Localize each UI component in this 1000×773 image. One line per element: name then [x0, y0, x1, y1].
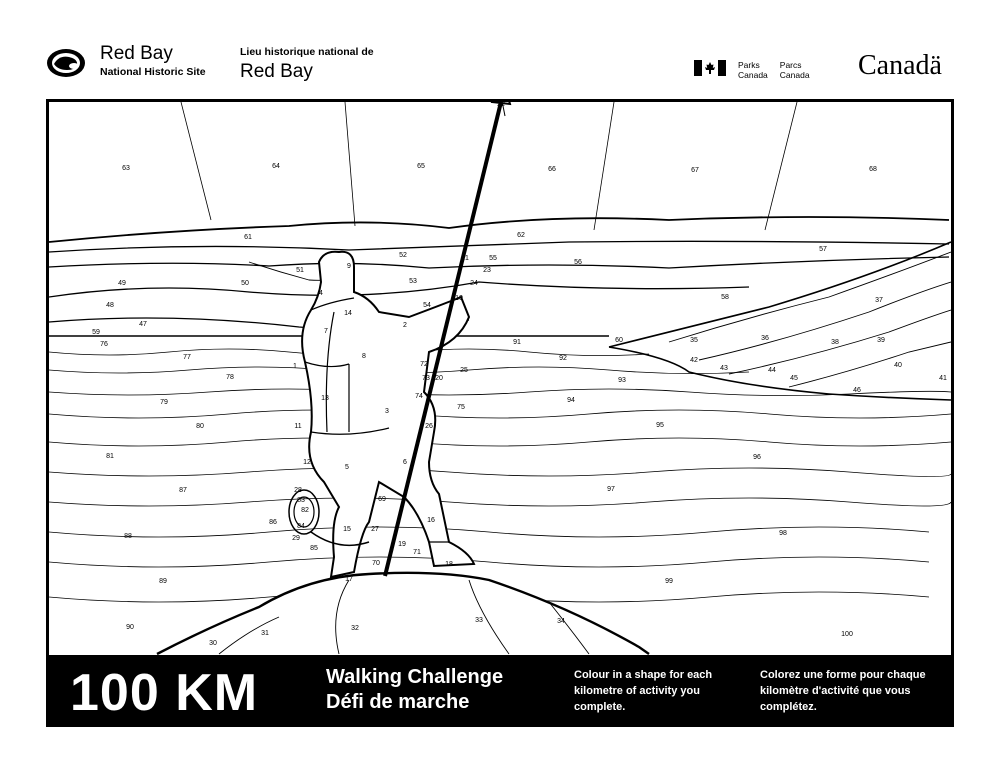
- shape-number-94: 94: [567, 397, 575, 404]
- challenge-banner: [46, 655, 954, 727]
- shape-number-82: 82: [301, 507, 309, 514]
- shape-number-21: 21: [461, 255, 469, 262]
- shape-number-68: 68: [869, 166, 877, 173]
- french-site-name: Red Bay: [240, 60, 313, 82]
- shape-number-70: 70: [372, 560, 380, 567]
- shape-number-47: 47: [139, 321, 147, 328]
- shape-number-37: 37: [875, 297, 883, 304]
- shape-number-71: 71: [413, 549, 421, 556]
- shape-number-34: 34: [557, 618, 565, 625]
- shape-number-87: 87: [179, 487, 187, 494]
- shape-number-95: 95: [656, 422, 664, 429]
- shape-number-92: 92: [559, 355, 567, 362]
- shape-number-99: 99: [665, 578, 673, 585]
- shape-number-89: 89: [159, 578, 167, 585]
- shape-number-51: 51: [296, 267, 304, 274]
- shape-number-17: 17: [345, 576, 353, 583]
- french-prefix: Lieu historique national de: [240, 46, 374, 58]
- shape-number-15: 15: [343, 526, 351, 533]
- shape-number-8: 8: [362, 353, 366, 360]
- shape-number-28: 28: [294, 487, 302, 494]
- canada-flag-icon: [694, 60, 726, 76]
- site-name: Red Bay: [100, 43, 173, 64]
- parks-canada-wordmark: [738, 60, 810, 80]
- canada-wordmark: Canadä: [858, 50, 942, 81]
- shape-number-23: 23: [483, 267, 491, 274]
- shape-number-3: 3: [385, 408, 389, 415]
- shape-number-19: 19: [398, 541, 406, 548]
- shape-number-32: 32: [351, 625, 359, 632]
- shape-number-98: 98: [779, 530, 787, 537]
- shape-number-50: 50: [241, 280, 249, 287]
- shape-number-97: 97: [607, 486, 615, 493]
- shape-number-67: 67: [691, 167, 699, 174]
- shape-number-64: 64: [272, 163, 280, 170]
- shape-number-4: 4: [319, 290, 323, 297]
- shape-number-38: 38: [831, 339, 839, 346]
- shape-number-56: 56: [574, 259, 582, 266]
- shape-number-73: 73: [422, 375, 430, 382]
- shape-number-60: 60: [615, 337, 623, 344]
- shape-number-66: 66: [548, 166, 556, 173]
- shape-number-41: 41: [939, 375, 947, 382]
- shape-number-10: 10: [455, 295, 463, 302]
- shape-number-65: 65: [417, 163, 425, 170]
- shape-number-7: 7: [324, 328, 328, 335]
- shape-number-26: 26: [425, 423, 433, 430]
- shape-number-14: 14: [344, 310, 352, 317]
- shape-number-2: 2: [403, 322, 407, 329]
- shape-number-54: 54: [423, 302, 431, 309]
- shape-number-93: 93: [618, 377, 626, 384]
- challenge-title-en: Walking Challenge: [326, 666, 504, 688]
- shape-number-20: 20: [435, 375, 443, 382]
- shape-number-79: 79: [160, 399, 168, 406]
- shape-number-33: 33: [475, 617, 483, 624]
- shape-number-84: 84: [297, 523, 305, 530]
- shape-number-45: 45: [790, 375, 798, 382]
- shape-number-57: 57: [819, 246, 827, 253]
- shape-number-61: 61: [244, 234, 252, 241]
- parks-en-line1: Parks: [738, 60, 760, 70]
- shape-number-83: 83: [297, 497, 305, 504]
- instructions-fr: Colorez une forme pour chaque kilomètre d'activité que vous complétez.: [760, 669, 926, 713]
- shape-number-90: 90: [126, 624, 134, 631]
- parks-en-line2: Canada: [738, 70, 768, 80]
- instructions-en: Colour in a shape for each kilometre of activity you complete.: [574, 669, 713, 713]
- shape-number-80: 80: [196, 423, 204, 430]
- shape-number-74: 74: [415, 393, 423, 400]
- shape-number-16: 16: [427, 517, 435, 524]
- site-name-block: [100, 44, 206, 78]
- shape-number-31: 31: [261, 630, 269, 637]
- shape-number-86: 86: [269, 519, 277, 526]
- parks-fr: [780, 60, 810, 80]
- shape-number-39: 39: [877, 337, 885, 344]
- shape-number-72: 72: [420, 361, 428, 368]
- shape-number-53: 53: [409, 278, 417, 285]
- shape-number-96: 96: [753, 454, 761, 461]
- shape-number-13: 13: [321, 395, 329, 402]
- page-header: [0, 0, 1000, 98]
- shape-number-81: 81: [106, 453, 114, 460]
- shape-number-76: 76: [100, 341, 108, 348]
- shape-number-42: 42: [690, 357, 698, 364]
- parks-en: [738, 60, 768, 80]
- shape-number-58: 58: [721, 294, 729, 301]
- shape-number-52: 52: [399, 252, 407, 259]
- challenge-title: [326, 665, 503, 715]
- shape-number-100: 100: [841, 631, 853, 638]
- shape-number-5: 5: [345, 464, 349, 471]
- shape-number-48: 48: [106, 302, 114, 309]
- shape-number-29: 29: [292, 535, 300, 542]
- shape-number-44: 44: [768, 367, 776, 374]
- shape-number-85: 85: [310, 545, 318, 552]
- shape-number-24: 24: [470, 280, 478, 287]
- distance-title: 100 KM: [70, 664, 259, 722]
- shape-number-91: 91: [513, 339, 521, 346]
- beaver-crest-icon: [45, 47, 87, 79]
- shape-number-35: 35: [690, 337, 698, 344]
- shape-number-22: 22: [497, 102, 505, 108]
- illustration-svg: [49, 102, 951, 724]
- shape-number-63: 63: [122, 165, 130, 172]
- shape-number-11: 11: [294, 423, 302, 430]
- shape-number-62: 62: [517, 232, 525, 239]
- shape-number-55: 55: [489, 255, 497, 262]
- shape-number-46: 46: [853, 387, 861, 394]
- shape-number-6: 6: [403, 459, 407, 466]
- french-site-name-block: [240, 47, 374, 81]
- shape-number-30: 30: [209, 640, 217, 647]
- shape-number-18: 18: [445, 561, 453, 568]
- shape-number-78: 78: [226, 374, 234, 381]
- shape-number-25: 25: [460, 367, 468, 374]
- shape-number-36: 36: [761, 335, 769, 342]
- parks-fr-line2: Canada: [779, 70, 810, 80]
- shape-number-1: 1: [293, 363, 297, 370]
- shape-number-12: 12: [303, 459, 311, 466]
- shape-number-40: 40: [894, 362, 902, 369]
- shape-number-59: 59: [92, 329, 100, 336]
- shape-number-49: 49: [118, 280, 126, 287]
- challenge-title-fr: Défi de marche: [326, 691, 470, 713]
- parks-fr-line1: Parcs: [779, 60, 802, 70]
- shape-number-69: 69: [378, 496, 386, 503]
- site-subtitle: National Historic Site: [100, 66, 206, 78]
- shape-number-75: 75: [457, 404, 465, 411]
- shape-number-43: 43: [720, 365, 728, 372]
- shape-number-88: 88: [124, 533, 132, 540]
- shape-number-9: 9: [347, 263, 351, 270]
- shape-number-77: 77: [183, 354, 191, 361]
- coloring-illustration: [46, 99, 954, 727]
- shape-number-27: 27: [371, 526, 379, 533]
